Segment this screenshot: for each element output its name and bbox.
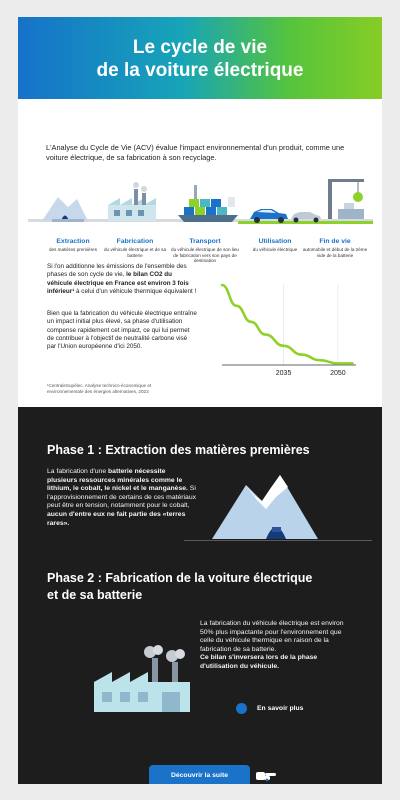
source-footnote: ¹CentraleSupélec. Analyse technico-économique et environnementale des énergies alternatives, 2023	[47, 383, 152, 395]
mountain-mine-icon	[210, 469, 320, 541]
step-utilisation: Utilisation du véhicule électrique	[252, 238, 298, 252]
emissions-line-chart	[214, 279, 364, 379]
hero-banner	[18, 17, 382, 99]
learn-more-link[interactable]: En savoir plus	[236, 701, 303, 715]
step-transport: Transport du véhicule électrique de son lieu de fabrication vers son pays de destination	[171, 238, 239, 264]
phases-section	[18, 407, 382, 784]
factory-icon	[108, 182, 156, 221]
step-fin-de-vie: Fin de vie automobile et début de la 2ème vide de la batterie	[302, 238, 368, 258]
recycling-crane-icon	[328, 179, 364, 219]
phase1-text: La fabrication d'une batterie nécessite plusieurs ressources minérales comme le lithium, le cobalt, le nickel et le manganèse. Si l'approvisionnement de certains de ces matériaux peut être en tension, notamment pour le cobalt, aucun d'entre eux ne fait partie des «terres rares».	[47, 468, 197, 527]
x-tick-2050: 2050	[330, 370, 346, 377]
phase2-title: Phase 2 : Fabrication de la voiture électrique et de sa batterie	[47, 571, 313, 602]
pointing-hand-icon	[256, 769, 278, 783]
phase1-title: Phase 1 : Extraction des matières premières	[47, 443, 310, 457]
x-tick-2035: 2035	[275, 370, 292, 377]
step-extraction: Extraction des matières premières	[49, 238, 97, 252]
series-line	[222, 285, 352, 363]
hero-title: Le cycle de vie de la voiture électrique	[96, 37, 304, 81]
section-divider	[184, 540, 372, 541]
co2-balance-text: Si l'on additionne les émissions de l'ensemble des phases de son cycle de vie, le bilan CO2 du véhicule électrique en France est environ 3 fois inférieur¹ à celui d'un véhicule thermique équivalent !	[47, 263, 197, 295]
infographic-card	[18, 17, 382, 784]
discover-button[interactable]: Découvrir la suite	[149, 765, 250, 784]
step-fabrication: Fabrication du véhicule électrique et de sa batterie	[103, 238, 167, 258]
neutrality-text: Bien que la fabrication du véhicule électrique entraîne un impact initial plus élevé, sa phase d'utilisation compense rapidement cet impact, ce qui lui permet de contribuer à l'objectif de neutralité carbone visé par l'Union européenne d'ici 2050.	[47, 310, 197, 351]
info-dot-icon	[236, 703, 247, 714]
mountain-mine-icon	[42, 193, 88, 222]
lifecycle-illustration	[28, 169, 373, 233]
phase2-text: La fabrication du véhicule électrique est environ 50% plus impactante pour l'environnement que celle du véhicule thermique en raison de la fabrication de sa batterie. Ce bilan s'inversera lors de la phase d'utilisation du véhicule.	[200, 620, 344, 670]
intro-text: L'Analyse du Cycle de Vie (ACV) évalue l'impact environnemental d'un produit, comme une voiture électrique, de sa fabrication à son recyclage.	[46, 143, 345, 162]
factory-icon	[90, 644, 194, 712]
cargo-ship-icon	[178, 185, 238, 222]
